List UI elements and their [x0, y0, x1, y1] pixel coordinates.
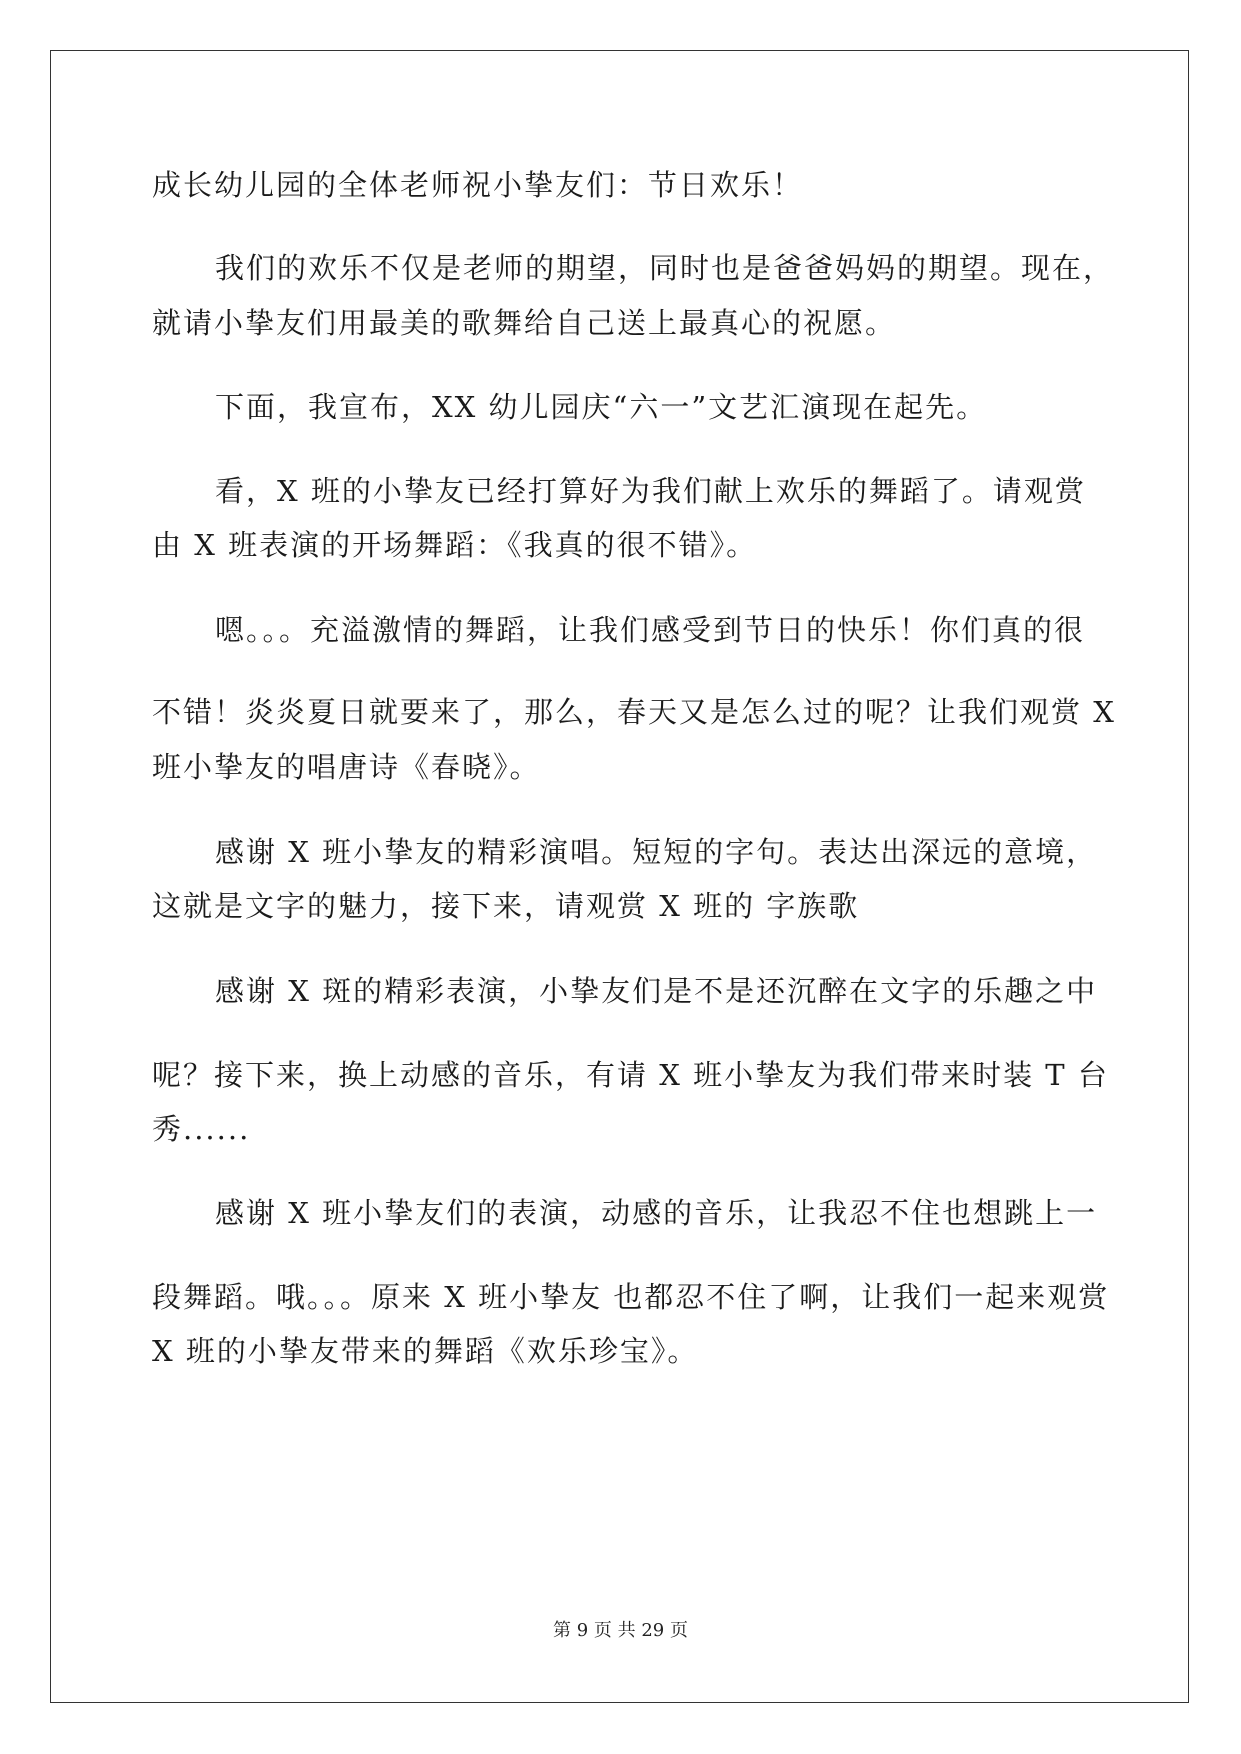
text-line: 段舞蹈。哦。。。原来 X 班小挚友 也都忍不住了啊，让我们一起来观赏 — [152, 1280, 1110, 1314]
text-line: 这就是文字的魅力，接下来，请观赏 X 班的 字族歌 — [152, 889, 860, 923]
text-line: X 班的小挚友带来的舞蹈《欢乐珍宝》。 — [152, 1334, 699, 1368]
text-line: 就请小挚友们用最美的歌舞给自己送上最真心的祝愿。 — [152, 306, 897, 340]
page-border — [50, 50, 1189, 1703]
page-number-footer: 第 9 页 共 29 页 — [553, 1620, 688, 1641]
paragraph-start-line: 我们的欢乐不仅是老师的期望，同时也是爸爸妈妈的期望。现在， — [215, 251, 1115, 285]
text-line: 成长幼儿园的全体老师祝小挚友们：节日欢乐！ — [152, 168, 804, 202]
text-line: 班小挚友的唱唐诗《春晓》。 — [152, 750, 541, 784]
paragraph-start-line: 下面，我宣布，XX 幼儿园庆“六一”文艺汇演现在起先。 — [215, 390, 988, 424]
paragraph-start-line: 嗯。。。充溢激情的舞蹈，让我们感受到节日的快乐！你们真的很 — [215, 613, 1086, 647]
paragraph-start-line: 感谢 X 斑的精彩表演，小挚友们是不是还沉醉在文字的乐趣之中 — [215, 974, 1098, 1008]
text-line: 呢？接下来，换上动感的音乐，有请 X 班小挚友为我们带来时装 T 台 — [152, 1058, 1109, 1092]
paragraph-start-line: 看，X 班的小挚友已经打算好为我们献上欢乐的舞蹈了。请观赏 — [215, 474, 1086, 508]
text-line: 由 X 班表演的开场舞蹈：《我真的很不错》。 — [152, 528, 758, 562]
text-line: 秀...... — [152, 1112, 251, 1146]
paragraph-start-line: 感谢 X 班小挚友的精彩演唱。短短的字句。表达出深远的意境， — [215, 835, 1098, 869]
text-line: 不错！炎炎夏日就要来了，那么，春天又是怎么过的呢？让我们观赏 X — [152, 695, 1116, 729]
paragraph-start-line: 感谢 X 班小挚友们的表演，动感的音乐，让我忍不住也想跳上一 — [215, 1196, 1098, 1230]
